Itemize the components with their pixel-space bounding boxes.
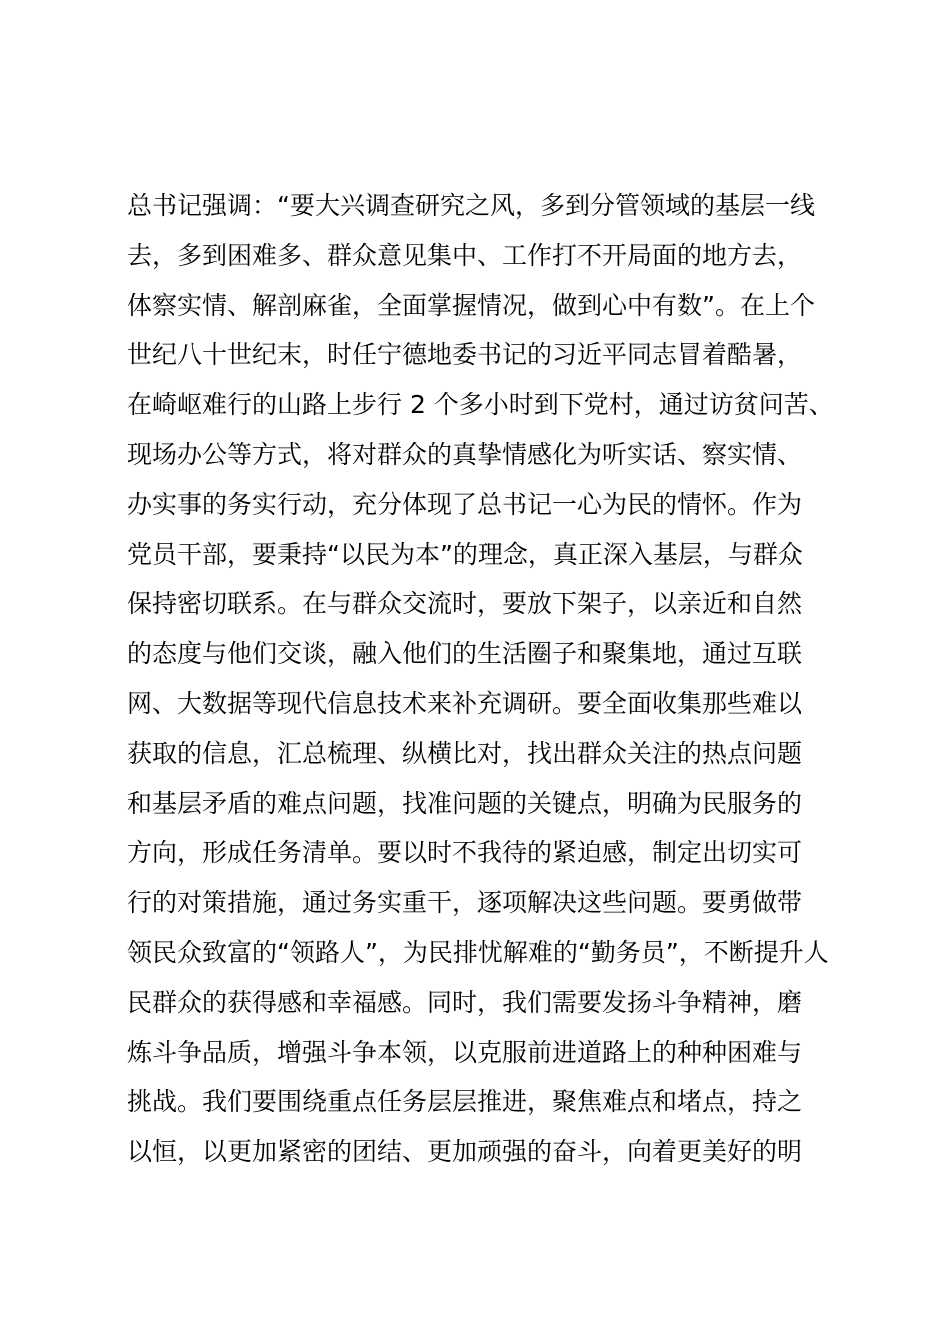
text-line: 和基层矛盾的难点问题，找准问题的关键点，明确为民服务的: [127, 788, 803, 818]
text-line: 挑战。我们要围绕重点任务层层推进，聚焦难点和堵点，持之: [127, 1087, 803, 1117]
text-line: 方向，形成任务清单。要以时不我待的紧迫感，制定出切实可: [127, 838, 803, 868]
text-line: 的态度与他们交谈，融入他们的生活圈子和聚集地，通过互联: [127, 639, 803, 669]
text-line: 炼斗争品质，增强斗争本领，以克服前进道路上的种种困难与: [127, 1037, 803, 1067]
text-line: 领民众致富的“领路人”，为民排忧解难的“勤务员”，不断提升人: [127, 937, 829, 967]
text-line: 体察实情、解剖麻雀，全面掌握情况，做到心中有数”。在上个: [127, 290, 815, 320]
text-line: 网、大数据等现代信息技术来补充调研。要全面收集那些难以: [127, 688, 803, 718]
text-line: 民群众的获得感和幸福感。同时，我们需要发扬斗争精神，磨: [127, 987, 803, 1017]
text-line: 以恒，以更加紧密的团结、更加顽强的奋斗，向着更美好的明: [127, 1137, 803, 1167]
text-line: 总书记强调：“要大兴调查研究之风，多到分管领域的基层一线: [127, 191, 815, 220]
text-line: 行的对策措施，通过务实重干，逐项解决这些问题。要勇做带: [127, 888, 803, 918]
text-line: 去，多到困难多、群众意见集中、工作打不开局面的地方去，: [127, 240, 803, 270]
text-line: 获取的信息，汇总梳理、纵横比对，找出群众关注的热点问题: [127, 738, 803, 768]
body-paragraph: [127, 181, 847, 1177]
text-line: 现场办公等方式，将对群众的真挚情感化为听实话、察实情、: [127, 439, 803, 469]
text-line: 在崎岖难行的山路上步行 2 个多小时到下党村，通过访贫问苦、: [127, 390, 834, 420]
text-line: 党员干部，要秉持“以民为本”的理念，真正深入基层，与群众: [127, 539, 803, 569]
text-line: 办实事的务实行动，充分体现了总书记一心为民的情怀。作为: [127, 489, 803, 519]
text-line: 保持密切联系。在与群众交流时，要放下架子，以亲近和自然: [127, 589, 803, 619]
text-line: 世纪八十世纪末，时任宁德地委书记的习近平同志冒着酷暑，: [127, 340, 803, 370]
